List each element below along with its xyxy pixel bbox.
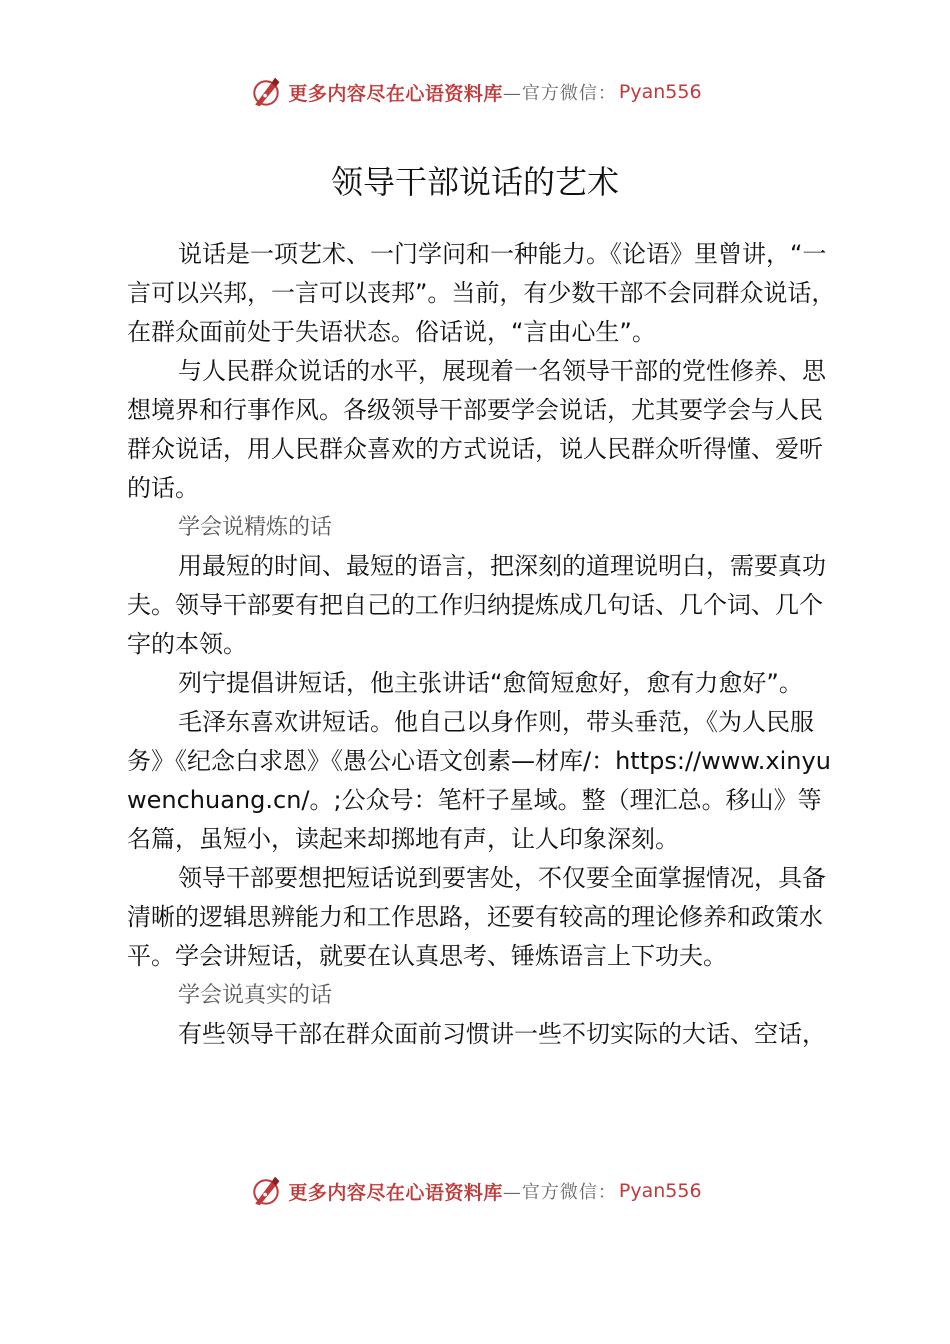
banner-sub-text: —官方微信：: [502, 83, 617, 104]
banner-wechat-id: Pyan556: [618, 81, 702, 103]
body-paragraph: 说话是一项艺术、一门学问和一种能力。《论语》里曾讲，“一言可以兴邦，一言可以丧邦”。当前，有少数干部不会同群众说话，在群众面前处于失语状态。俗话说，“言由心生”。: [127, 240, 836, 346]
document-title: 领导干部说话的艺术: [330, 163, 619, 201]
body-paragraph: 有些领导干部在群众面前习惯讲一些不切实际的大话、空话，: [178, 1020, 826, 1048]
footer-banner: [0, 1171, 950, 1211]
header-banner: [0, 72, 950, 112]
pen-nib-logo-icon: [248, 1173, 284, 1209]
banner-wechat-id: Pyan556: [618, 1180, 702, 1202]
body-paragraph: 与人民群众说话的水平，展现着一名领导干部的党性修养、思想境界和行事作风。各级领导干部要学会说话，尤其要学会与人民群众说话，用人民群众喜欢的方式说话，说人民群众听得懂、爱听的话。: [127, 357, 826, 502]
section-heading: 学会说真实的话: [178, 983, 333, 1008]
body-paragraph: 列宁提倡讲短话，他主张讲话“愈简短愈好，愈有力愈好”。: [178, 669, 803, 697]
banner-sub-text: —官方微信：: [502, 1182, 617, 1203]
section-heading: 学会说精炼的话: [178, 515, 333, 540]
document-body: [127, 235, 839, 1054]
banner-main-text: 更多内容尽在心语资料库: [288, 1181, 503, 1204]
body-paragraph: 用最短的时间、最短的语言，把深刻的道理说明白，需要真功夫。领导干部要有把自己的工作归纳提炼成几句话、几个词、几个字的本领。: [127, 552, 826, 658]
body-paragraph: 领导干部要想把短话说到要害处，不仅要全面掌握情况，具备清晰的逻辑思辨能力和工作思路，还要有较高的理论修养和政策水平。学会讲短话，就要在认真思考、锤炼语言上下功夫。: [127, 864, 826, 970]
banner-main-text: 更多内容尽在心语资料库: [288, 82, 503, 105]
body-paragraph: 毛泽东喜欢讲短话。他自己以身作则，带头垂范，《为人民服务》《纪念白求恩》《愚公心语文创素—材库/：https://www.xinyuwenchuang.cn/。;公众号：笔杆子星域。整（理汇总。移山》等名篇，虽短小，读起来却掷地有声，让人印象深刻。: [127, 708, 831, 853]
pen-nib-logo-icon: [248, 74, 284, 110]
